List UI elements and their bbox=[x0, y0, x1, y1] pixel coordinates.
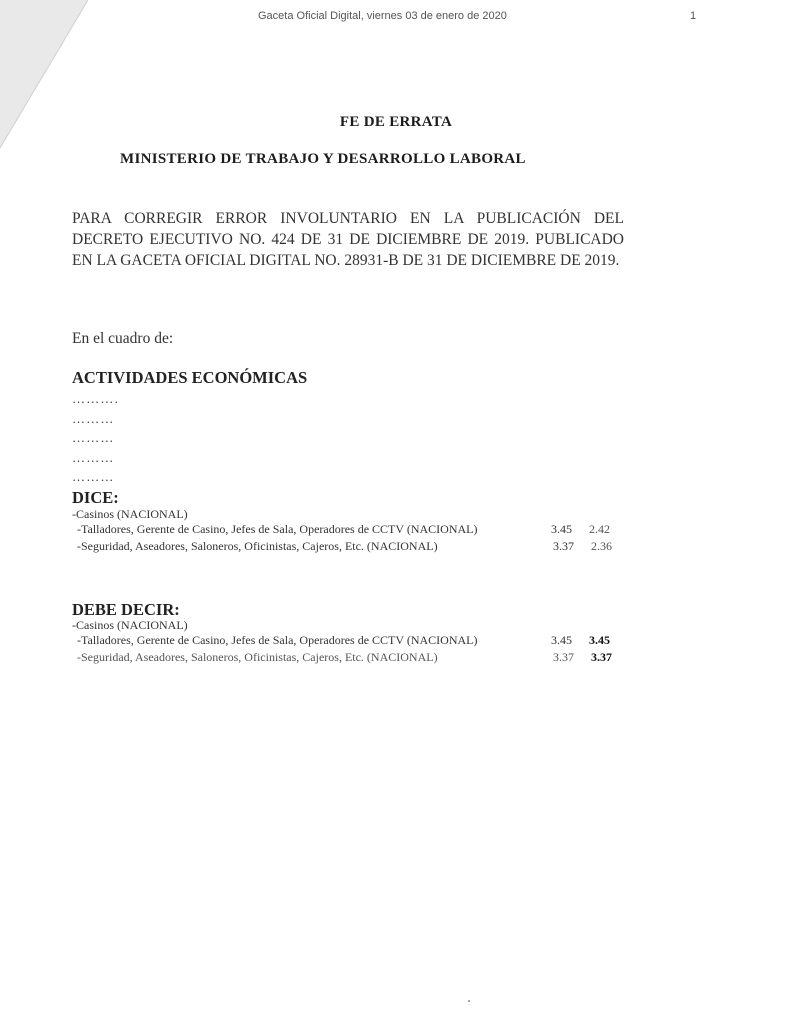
debe-decir-heading: DEBE DECIR: bbox=[72, 600, 180, 619]
intro-paragraph: PARA CORREGIR ERROR INVOLUNTARIO EN LA PUBLICACIÓN DEL DECRETO EJECUTIVO NO. 424 DE 31 DE DICIEMBRE DE 2019. PUBLICADO EN LA GACETA OFICIAL DIGITAL NO. 28931-B DE 31 DE DICIEMBRE DE 2019. bbox=[72, 210, 624, 269]
debe-decir-row-value-1: 3.37 bbox=[553, 650, 574, 664]
dice-row bbox=[0, 522, 792, 538]
dice-row-value-1: 3.37 bbox=[553, 539, 574, 553]
dice-row-value-1: 3.45 bbox=[551, 522, 572, 536]
debe-decir-row-value-1: 3.45 bbox=[551, 633, 572, 647]
cuadro-label: En el cuadro de: bbox=[72, 330, 174, 347]
gazette-header bbox=[0, 10, 792, 26]
ellipsis-line: ………. bbox=[72, 391, 120, 406]
debe-decir-row-value-2: 3.37 bbox=[591, 650, 612, 664]
ellipsis-line: ……… bbox=[72, 430, 115, 445]
scan-speck bbox=[468, 1000, 470, 1002]
dice-row-value-2: 2.42 bbox=[589, 522, 610, 536]
debe-decir-row bbox=[0, 633, 792, 649]
dice-row-value-2: 2.36 bbox=[591, 539, 612, 553]
dice-category: -Casinos (NACIONAL) bbox=[72, 507, 188, 521]
ministry-name: MINISTERIO DE TRABAJO Y DESARROLLO LABORAL bbox=[120, 151, 526, 167]
dice-heading: DICE: bbox=[72, 488, 119, 507]
page-number: 1 bbox=[690, 10, 697, 22]
actividades-heading: ACTIVIDADES ECONÓMICAS bbox=[72, 368, 308, 387]
ellipsis-line: ……… bbox=[72, 469, 115, 484]
debe-decir-row bbox=[0, 650, 792, 666]
debe-decir-category: -Casinos (NACIONAL) bbox=[72, 618, 188, 632]
ellipsis-lines bbox=[72, 391, 119, 489]
document-title: FE DE ERRATA bbox=[339, 114, 453, 130]
dice-row-description: -Seguridad, Aseadores, Saloneros, Oficinistas, Cajeros, Etc. (NACIONAL) bbox=[77, 539, 438, 553]
debe-decir-row-description: -Talladores, Gerente de Casino, Jefes de Sala, Operadores de CCTV (NACIONAL) bbox=[77, 633, 478, 647]
gazette-header-text: Gaceta Oficial Digital, viernes 03 de enero de 2020 bbox=[258, 10, 507, 22]
dice-row bbox=[0, 539, 792, 555]
debe-decir-row-value-2: 3.45 bbox=[589, 633, 610, 647]
ellipsis-line: ……… bbox=[72, 449, 115, 465]
dice-row-description: -Talladores, Gerente de Casino, Jefes de Sala, Operadores de CCTV (NACIONAL) bbox=[77, 522, 478, 536]
debe-decir-row-description: -Seguridad, Aseadores, Saloneros, Oficinistas, Cajeros, Etc. (NACIONAL) bbox=[77, 650, 438, 664]
ellipsis-line: ……… bbox=[72, 410, 115, 426]
